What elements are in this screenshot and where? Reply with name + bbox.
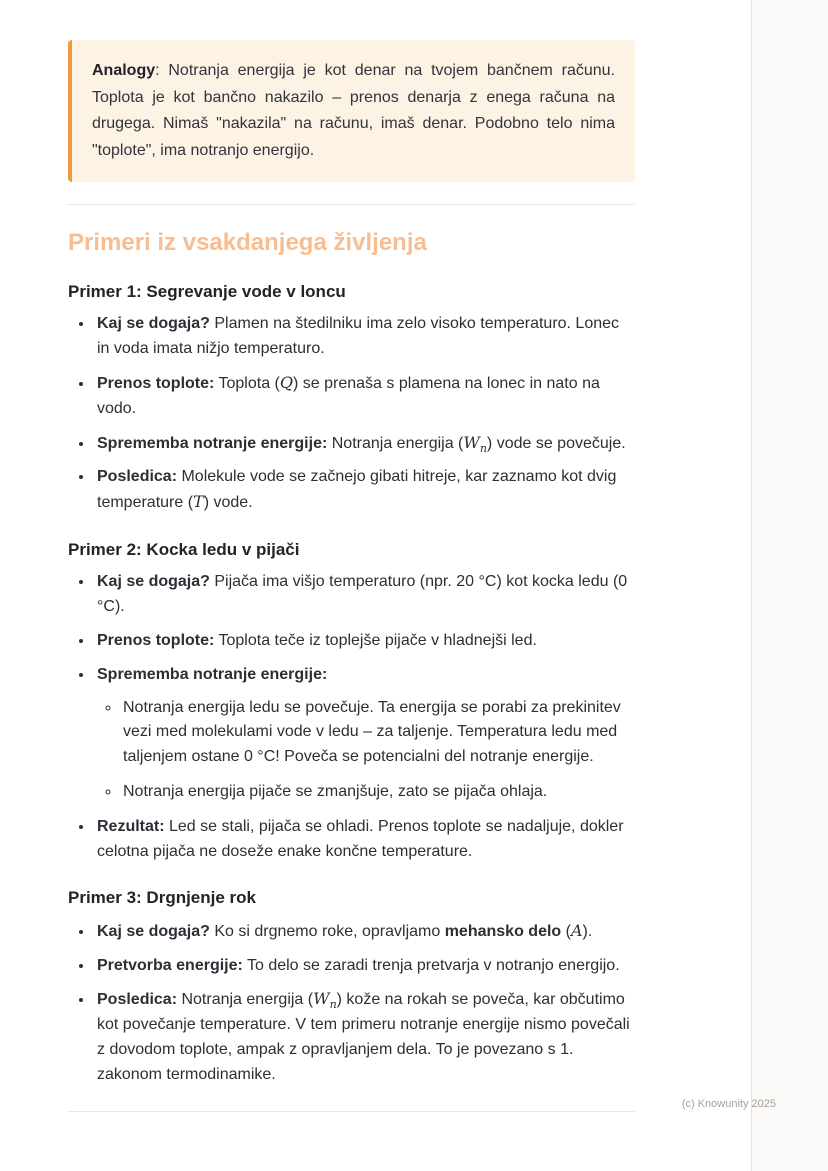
bullet-list: [68, 919, 635, 1088]
math-variable: Q: [279, 372, 293, 392]
text-run: Toplota (: [214, 374, 280, 392]
list-item: [94, 919, 635, 945]
analogy-callout: [68, 40, 635, 182]
callout-body: : Notranja energija je kot denar na tvojem bančnem računu. Toplota je kot bančno nakazilo – prenos denarja z enega računa na drugega. Nimaš "nakazila" na računu, imaš denar. Podobno telo nima "toplote", ima notranjo energijo.: [92, 62, 615, 159]
bold-run: Pretvorba energije:: [97, 956, 243, 974]
examples-sections: [68, 282, 635, 1088]
text-run: ) se prenaša s plamena na lonec in nato na vodo.: [97, 374, 600, 417]
bold-run: Kaj se dogaja?: [97, 922, 210, 940]
callout-text: [92, 58, 615, 164]
list-item: [121, 696, 635, 770]
bold-run: mehansko delo: [444, 922, 562, 940]
list-item: [94, 465, 635, 516]
bullet-list: [68, 570, 635, 864]
math-variable: W: [313, 989, 330, 1009]
text-run: Notranja energija ledu se povečuje. Ta energija se porabi za prekinitev vezi med molekulami vode v ledu – za taljenje. Temperatura ledu med taljenjem ostane 0 °C! Poveča se potencialni del notranje energije.: [123, 698, 621, 766]
bold-run: Sprememba notranje energije:: [97, 434, 328, 452]
list-item: [121, 780, 635, 805]
text-run: Toplota teče iz toplejše pijače v hladnejši led.: [214, 631, 537, 649]
list-item: [94, 570, 635, 620]
math-variable: T: [193, 492, 204, 512]
math-variable: A: [570, 920, 583, 940]
example-title: Primer 1: Segrevanje vode v loncu: [68, 281, 346, 301]
list-item: [94, 371, 635, 422]
text-run: ) vode.: [203, 494, 253, 512]
bold-run: Kaj se dogaja?: [97, 573, 210, 591]
sub-list: [97, 696, 635, 805]
list-item: [94, 987, 635, 1087]
example-title: Primer 3: Drgnjenje rok: [68, 888, 257, 908]
callout-lead: Analogy: [92, 62, 156, 79]
text-run: Led se stali, pijača se ohladi. Prenos toplote se nadaljuje, dokler celotna pijača ne doseže enake končne temperature.: [97, 817, 624, 860]
text-run: Molekule vode se začnejo gibati hitreje, kar zaznamo kot dvig temperature (: [97, 468, 617, 512]
math-subscript: n: [479, 441, 487, 455]
text-run: ) vode se povečuje.: [486, 434, 626, 452]
text-run: Notranja energija (: [177, 991, 314, 1009]
bold-run: Rezultat:: [97, 817, 165, 835]
text-run: (: [561, 922, 571, 940]
math-subscript: n: [329, 998, 337, 1012]
bold-run: Sprememba notranje energije:: [97, 665, 328, 683]
page-heading: Primeri iz vsakdanjega življenja: [68, 229, 427, 257]
bold-run: Kaj se dogaja?: [97, 315, 210, 333]
list-item: [94, 312, 635, 362]
text-run: To delo se zaradi trenja pretvarja v notranjo energijo.: [242, 956, 620, 974]
text-run: ).: [582, 922, 593, 940]
bold-run: Prenos toplote:: [97, 631, 215, 649]
page-edge-line: [751, 0, 752, 1171]
page-right-margin: [752, 0, 828, 1171]
divider-top: [68, 204, 635, 205]
bold-run: Posledica:: [97, 991, 178, 1009]
watermark: (c) Knowunity 2025: [681, 1098, 776, 1110]
bold-run: Posledica:: [97, 468, 178, 486]
text-run: Pijača ima višjo temperaturo (npr. 20 °C) kot kocka ledu (0 °C).: [97, 573, 628, 616]
text-run: Notranja energija pijače se zmanjšuje, zato se pijača ohlaja.: [123, 782, 548, 800]
example-title: Primer 2: Kocka ledu v pijači: [68, 539, 300, 559]
text-run: Plamen na štedilniku ima zelo visoko temperaturo. Lonec in voda imata nižjo temperaturo.: [97, 315, 620, 358]
bold-run: Prenos toplote:: [97, 374, 215, 392]
list-item: [94, 629, 635, 654]
list-item: [94, 431, 635, 457]
divider-bottom: [68, 1111, 635, 1112]
math-variable: W: [463, 432, 480, 452]
text-run: Notranja energija (: [327, 434, 464, 452]
text-run: ) kože na rokah se poveča, kar občutimo kot povečanje temperature. V tem primeru notranje energije nismo povečali z dovodom toplote, ampak z opravljanjem dela. To je povezano s 1. zakonom termodinamike.: [97, 991, 630, 1083]
text-run: Ko si drgnemo roke, opravljamo: [209, 922, 445, 940]
bullet-list: [68, 312, 635, 516]
list-item: [94, 954, 635, 979]
list-item: [94, 663, 635, 805]
list-item: [94, 815, 635, 865]
